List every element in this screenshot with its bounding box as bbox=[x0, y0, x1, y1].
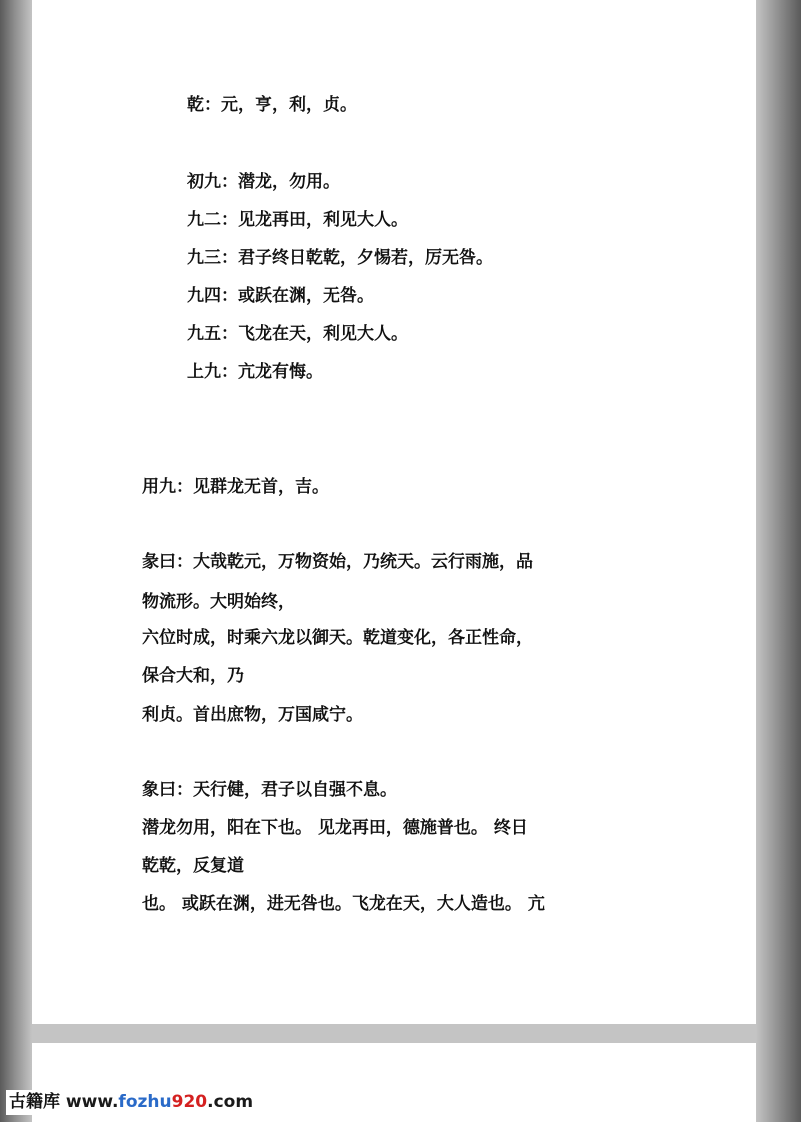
text-line: 也。 或跃在渊，进无咎也。飞龙在天，大人造也。 亢 bbox=[142, 894, 545, 914]
site-watermark bbox=[6, 1090, 256, 1115]
text-line: 上九：亢龙有悔。 bbox=[187, 362, 323, 382]
text-line: 九四：或跃在渊，无咎。 bbox=[187, 286, 374, 306]
watermark-url-domain: fozhu bbox=[118, 1092, 172, 1112]
document-page bbox=[32, 0, 756, 1024]
text-line: 潜龙勿用，阳在下也。 见龙再田，德施普也。 终日 bbox=[142, 818, 528, 838]
text-line: 利贞。首出庶物，万国咸宁。 bbox=[142, 705, 363, 725]
text-line: 初九：潜龙，勿用。 bbox=[187, 172, 340, 192]
watermark-url-number: 920 bbox=[171, 1092, 208, 1112]
text-line: 保合大和，乃 bbox=[142, 666, 244, 686]
text-line: 象曰：天行健，君子以自强不息。 bbox=[142, 780, 397, 800]
text-line: 乾：元，亨，利，贞。 bbox=[187, 95, 357, 115]
text-line: 九三：君子终日乾乾，夕惕若，厉无咎。 bbox=[187, 248, 493, 268]
watermark-url-prefix: www. bbox=[65, 1092, 119, 1112]
text-line: 六位时成，时乘六龙以御天。乾道变化，各正性命， bbox=[142, 628, 533, 648]
watermark-url-suffix: .com bbox=[207, 1092, 254, 1112]
text-line: 物流形。大明始终， bbox=[142, 592, 295, 612]
text-line: 乾乾，反复道 bbox=[142, 856, 244, 876]
text-line: 九二：见龙再田，利见大人。 bbox=[187, 210, 408, 230]
watermark-site-name: 古籍库 bbox=[9, 1092, 60, 1112]
text-line: 九五：飞龙在天，利见大人。 bbox=[187, 324, 408, 344]
text-line: 彖曰：大哉乾元，万物资始，乃统天。云行雨施，品 bbox=[142, 552, 533, 572]
text-line: 用九：见群龙无首，吉。 bbox=[142, 477, 329, 497]
